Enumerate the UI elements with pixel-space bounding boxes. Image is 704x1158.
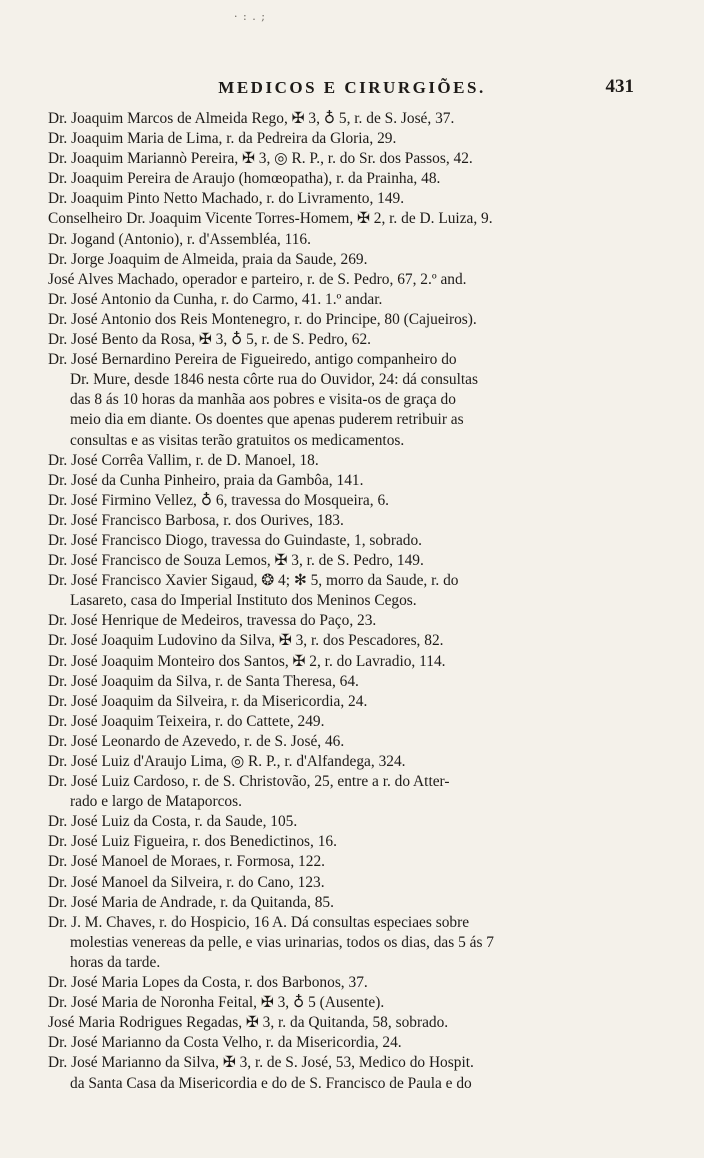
directory-entry [48, 270, 638, 290]
ink-stain-marks: · : . ; [234, 10, 266, 23]
entry-line: Dr. José Antonio da Cunha, r. do Carmo, 41. 1.º andar. [48, 290, 383, 308]
entry-line: Dr. Joaquim Maria de Lima, r. da Pedreira da Gloria, 29. [48, 130, 397, 148]
directory-entry [48, 310, 638, 330]
directory-entry [48, 852, 638, 872]
directory-entry [48, 652, 638, 672]
directory-entry [48, 832, 638, 852]
entry-line: Dr. José Francisco Barbosa, r. dos Ourives, 183. [48, 511, 344, 529]
entry-line: Dr. José Manoel da Silveira, r. do Cano, 123. [48, 873, 325, 891]
entry-line: Dr. José Corrêa Vallim, r. de D. Manoel, 18. [48, 451, 319, 469]
entry-line: Dr. José Maria de Andrade, r. da Quitanda, 85. [48, 893, 334, 911]
directory-entry [48, 511, 638, 531]
entry-continuation-line: Lasareto, casa do Imperial Instituto dos Meninos Cegos. [70, 592, 417, 610]
directory-entry [48, 672, 638, 692]
directory-entry [48, 290, 638, 310]
entry-line: Dr. José Joaquim Teixeira, r. do Cattete, 249. [48, 712, 325, 730]
directory-entry [48, 531, 638, 551]
directory-entry [48, 631, 638, 651]
entry-line: Dr. José Joaquim Ludovino da Silva, ✠ 3, r. dos Pescadores, 82. [48, 632, 444, 650]
directory-entry [48, 1053, 638, 1093]
entry-continuation-line: molestias venereas da pelle, e vias urinarias, todos os dias, das 5 ás 7 [70, 933, 494, 951]
directory-entry [48, 209, 638, 229]
entry-line: Dr. José Francisco Diogo, travessa do Guindaste, 1, sobrado. [48, 531, 423, 549]
directory-entry [48, 873, 638, 893]
page-header [0, 78, 704, 102]
entry-line: Dr. José Francisco de Souza Lemos, ✠ 3, r. de S. Pedro, 149. [48, 552, 424, 570]
directory-entry [48, 189, 638, 209]
directory-entry [48, 571, 638, 611]
directory-entry [48, 893, 638, 913]
entry-line: Dr. José Joaquim da Silva, r. de Santa Theresa, 64. [48, 672, 359, 690]
entry-line: Dr. José Marianno da Silva, ✠ 3, r. de S. José, 53, Medico do Hospit. [48, 1054, 474, 1072]
directory-entry [48, 993, 638, 1013]
entry-line: Dr. José Luiz d'Araujo Lima, ◎ R. P., r. d'Alfandega, 324. [48, 753, 406, 770]
entry-line: Dr. José da Cunha Pinheiro, praia da Gambôa, 141. [48, 471, 364, 489]
directory-entry [48, 1013, 638, 1033]
entry-continuation-line: consultas e as visitas terão gratuitos os medicamentos. [70, 431, 405, 449]
entry-line: Dr. José Maria Lopes da Costa, r. dos Barbonos, 37. [48, 974, 368, 992]
directory-entry [48, 752, 638, 772]
page-number: 431 [605, 76, 634, 97]
entry-line: Dr. José Bernardino Pereira de Figueiredo, antigo companheiro do [48, 351, 457, 369]
entry-line: Dr. Joaquim Pinto Netto Machado, r. do Livramento, 149. [48, 190, 405, 208]
directory-entries [48, 109, 638, 1094]
entry-line: Dr. José Antonio dos Reis Montenegro, r. do Principe, 80 (Cajueiros). [48, 310, 477, 328]
entry-continuation-line: meio dia em diante. Os doentes que apenas puderem retribuir as [70, 411, 464, 429]
entry-continuation-line: das 8 ás 10 horas da manhãa aos pobres e visita-os de graça do [70, 391, 456, 409]
directory-entry [48, 551, 638, 571]
entry-continuation-line: Dr. Mure, desde 1846 nesta côrte rua do Ouvidor, 24: dá consultas [70, 371, 478, 389]
entry-line: José Maria Rodrigues Regadas, ✠ 3, r. da Quitanda, 58, sobrado. [48, 1014, 449, 1032]
entry-continuation-line: da Santa Casa da Misericordia e do de S. Francisco de Paula e do [70, 1074, 472, 1092]
entry-line: Dr. Joaquim Pereira de Araujo (homœopatha), r. da Prainha, 48. [48, 170, 441, 188]
directory-entry [48, 230, 638, 250]
entry-continuation-line: horas da tarde. [70, 953, 161, 971]
directory-entry [48, 913, 638, 973]
directory-entry [48, 109, 638, 129]
directory-entry [48, 491, 638, 511]
entry-line: Dr. José Manoel de Moraes, r. Formosa, 122. [48, 853, 325, 871]
entry-line: Dr. José Joaquim da Silveira, r. da Misericordia, 24. [48, 692, 368, 710]
entry-line: Conselheiro Dr. Joaquim Vicente Torres-Homem, ✠ 2, r. de D. Luiza, 9. [48, 210, 493, 228]
entry-line: Dr. Jorge Joaquim de Almeida, praia da Saude, 269. [48, 250, 368, 268]
directory-entry [48, 250, 638, 270]
entry-line: Dr. Joaquim Marcos de Almeida Rego, ✠ 3, ♁ 5, r. de S. José, 37. [48, 110, 455, 127]
entry-line: Dr. José Bento da Rosa, ✠ 3, ♁ 5, r. de S. Pedro, 62. [48, 331, 371, 349]
directory-entry [48, 712, 638, 732]
directory-entry [48, 692, 638, 712]
entry-line: José Alves Machado, operador e parteiro, r. de S. Pedro, 67, 2.º and. [48, 270, 467, 288]
directory-entry [48, 330, 638, 350]
entry-line: Dr. José Luiz Cardoso, r. de S. Christovão, 25, entre a r. do Atter- [48, 773, 450, 791]
directory-entry [48, 149, 638, 169]
directory-entry [48, 812, 638, 832]
directory-entry [48, 350, 638, 450]
entry-line: Dr. Joaquim Mariannò Pereira, ✠ 3, ◎ R. P., r. do Sr. dos Passos, 42. [48, 150, 473, 168]
directory-entry [48, 471, 638, 491]
entry-continuation-line: rado e largo de Mataporcos. [70, 793, 242, 811]
directory-entry [48, 772, 638, 812]
directory-entry [48, 451, 638, 471]
entry-line: Dr. José Leonardo de Azevedo, r. de S. José, 46. [48, 732, 345, 750]
entry-line: Dr. José Luiz da Costa, r. da Saude, 105. [48, 813, 298, 831]
entry-line: Dr. Jogand (Antonio), r. d'Assembléa, 116. [48, 230, 311, 248]
directory-entry [48, 611, 638, 631]
running-title: MEDICOS E CIRURGIÕES. [218, 78, 486, 97]
entry-line: Dr. J. M. Chaves, r. do Hospicio, 16 A. Dá consultas especiaes sobre [48, 913, 470, 931]
entry-line: Dr. José Maria de Noronha Feital, ✠ 3, ♁ 5 (Ausente). [48, 994, 385, 1012]
directory-entry [48, 1033, 638, 1053]
directory-entry [48, 732, 638, 752]
entry-line: Dr. José Henrique de Medeiros, travessa do Paço, 23. [48, 612, 377, 630]
directory-entry [48, 973, 638, 993]
entry-line: Dr. José Luiz Figueira, r. dos Benedictinos, 16. [48, 833, 337, 851]
entry-line: Dr. José Firmino Vellez, ♁ 6, travessa do Mosqueira, 6. [48, 491, 389, 509]
directory-entry [48, 169, 638, 189]
entry-line: Dr. José Joaquim Monteiro dos Santos, ✠ 2, r. do Lavradio, 114. [48, 652, 446, 670]
directory-entry [48, 129, 638, 149]
entry-line: Dr. José Marianno da Costa Velho, r. da Misericordia, 24. [48, 1034, 402, 1052]
entry-line: Dr. José Francisco Xavier Sigaud, ❂ 4; ✻ 5, morro da Saude, r. do [48, 572, 459, 590]
